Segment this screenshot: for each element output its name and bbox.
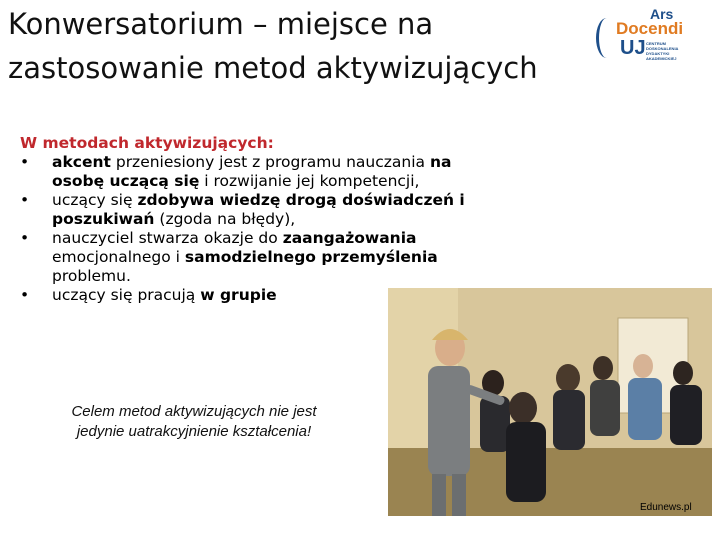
logo-subtitle-line: DYDAKTYKI [646,51,670,56]
logo-subtitle [646,41,706,61]
bullet-item [20,229,480,286]
logo-subtitle-line: DOSKONALENIA [646,46,679,51]
caption-line-1: Celem metod aktywizujących nie jest [71,403,317,420]
logo-arc [596,18,617,58]
bullet-item [20,153,480,191]
slide-title-line-1: Konwersatorium – miejsce na [8,7,434,41]
plain-text: problemu. [52,267,131,285]
bold-text: akcent [52,153,111,171]
plain-text: przeniesiony jest z programu nauczania [110,153,430,171]
plain-text: emocjonalnego i [52,248,185,266]
plain-text: uczący się [52,191,138,209]
logo-ars-text: Ars [650,6,674,22]
bullet-item [20,286,480,305]
bold-text: zdobywa wiedzę drogą doświadczeń i poszukiwań [52,191,465,228]
logo-subtitle-line: AKADEMICKIEJ [646,56,677,61]
bold-text: w grupie [200,286,277,304]
classroom-photo-illustration [388,288,712,516]
ars-docendi-logo [596,6,716,66]
bold-text: na osobę uczącą się [52,153,452,190]
bullet-list [20,153,480,305]
slide-title-line-2: zastosowanie metod aktywizujących [8,51,538,85]
logo-docendi-text: Docendi [616,19,684,38]
plain-text: uczący się pracują [52,286,201,304]
plain-text: nauczyciel stwarza okazje do [52,229,283,247]
classroom-photo [388,288,712,516]
photo-credit: Edunews.pl [640,502,692,513]
slide-body [20,134,480,305]
logo-uj-text: UJ [620,37,646,59]
bullet-item [20,191,480,229]
plain-text: i rozwijanie jej kompetencji, [199,172,420,190]
caption-line-2: jedynie uatrakcyjnienie kształcenia! [76,423,312,440]
bold-text: samodzielnego przemyślenia [184,248,438,266]
bold-text: zaangażowania [282,229,417,247]
slide-title [8,2,608,90]
slide-caption [44,402,344,442]
bullets-lead: W metodach aktywizujących: [20,134,274,152]
plain-text: (zgoda na błędy), [154,210,296,228]
logo-subtitle-line: CENTRUM [646,41,666,46]
